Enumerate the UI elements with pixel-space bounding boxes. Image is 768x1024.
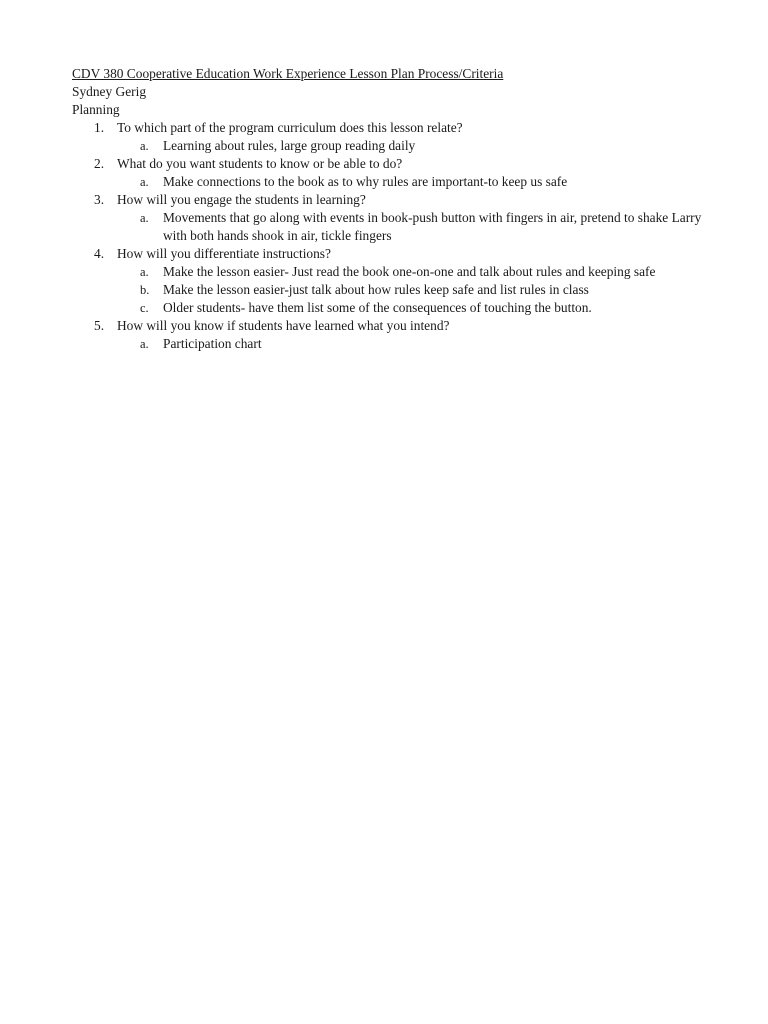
question-number: 2. <box>94 156 105 171</box>
answer-list <box>117 137 702 155</box>
question-item-5 <box>72 317 702 353</box>
question-item-3 <box>72 191 702 245</box>
answer-text: Participation chart <box>163 336 262 351</box>
answer-text: Older students- have them list some of the consequences of touching the button. <box>163 300 592 315</box>
question-number: 5. <box>94 318 105 333</box>
answer-text: Make the lesson easier-just talk about how rules keep safe and list rules in class <box>163 282 589 297</box>
answer-letter: a. <box>140 211 149 225</box>
answer-text: Make connections to the book as to why rules are important-to keep us safe <box>163 174 568 189</box>
question-number: 3. <box>94 192 105 207</box>
section-heading: Planning <box>72 102 120 117</box>
answer-item <box>72 281 702 299</box>
author-name: Sydney Gerig <box>72 84 147 99</box>
question-item-1 <box>72 119 702 155</box>
answer-item <box>72 209 702 245</box>
answer-letter: a. <box>140 265 149 279</box>
answer-list <box>117 173 702 191</box>
answer-item <box>72 299 702 317</box>
question-number: 4. <box>94 246 105 261</box>
answer-item <box>72 335 702 353</box>
question-text: What do you want students to know or be able to do? <box>117 156 403 171</box>
answer-text: Make the lesson easier- Just read the book one-on-one and talk about rules and keeping safe <box>163 264 656 279</box>
answer-text: Learning about rules, large group reading daily <box>163 138 416 153</box>
answer-text: Movements that go along with events in book-push button with fingers in air, pretend to shake Larry with both hands shook in air, tickle fingers <box>163 210 702 243</box>
answer-list <box>117 335 702 353</box>
document-page <box>72 65 702 353</box>
question-number: 1. <box>94 120 105 135</box>
answer-letter: b. <box>140 283 150 297</box>
answer-letter: c. <box>140 301 149 315</box>
answer-item <box>72 137 702 155</box>
answer-list <box>117 209 702 245</box>
question-text: How will you know if students have learned what you intend? <box>117 318 450 333</box>
answer-list <box>117 263 702 317</box>
question-list <box>72 119 702 353</box>
question-text: How will you differentiate instructions? <box>117 246 331 261</box>
document-title: CDV 380 Cooperative Education Work Experience Lesson Plan Process/Criteria <box>72 66 504 81</box>
answer-letter: a. <box>140 337 149 351</box>
answer-letter: a. <box>140 175 149 189</box>
question-item-2 <box>72 155 702 191</box>
question-text: How will you engage the students in learning? <box>117 192 366 207</box>
answer-item <box>72 263 702 281</box>
question-text: To which part of the program curriculum does this lesson relate? <box>117 120 463 135</box>
answer-letter: a. <box>140 139 149 153</box>
answer-item <box>72 173 702 191</box>
question-item-4 <box>72 245 702 317</box>
